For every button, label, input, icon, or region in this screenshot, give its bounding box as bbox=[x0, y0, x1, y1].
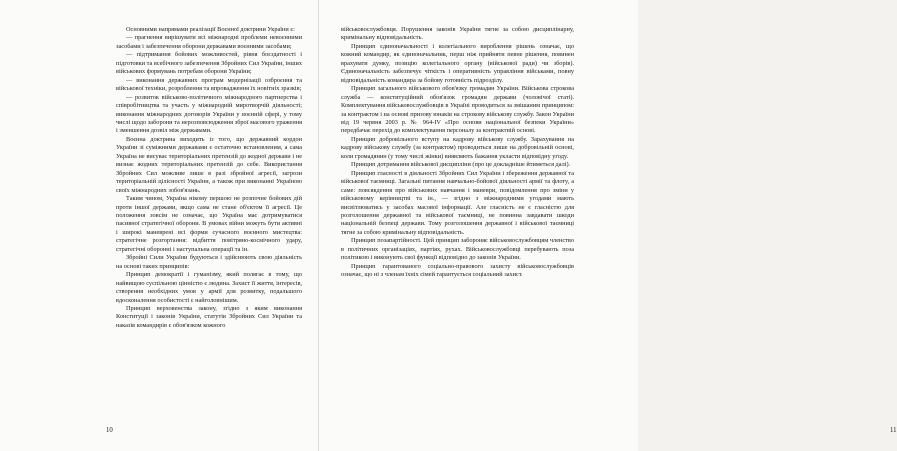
paragraph: — розвиток військово-політичного міжнародного партнерства і співробітництва та участь у міжнародній миротворчій діяльності; виконання міжнародних договорів України у воєнній сфері, у тому числі щодо заборони та нерозповсюдження зброї масового ураження і зменшення дозвіл між державами. bbox=[116, 93, 302, 135]
paragraph: — прагнення вирішувати всі міжнародні проблеми невоєнними засобами і забезпечення оборони державами воєнними засобами; bbox=[116, 34, 302, 50]
paragraph: Принцип гарантованого соціально-правового захисту військовослужбовців означає, що ні з членам їхніх сімей гарантується соціальний захист. bbox=[341, 262, 574, 279]
left-page-text bbox=[116, 26, 302, 330]
right-page-text bbox=[341, 26, 574, 280]
paragraph: Таким чином, Україна нікому першою не розпочне бойових дій проти іншої держави, якщо сама не стане об'єктом її агресії. Це положення зовсім не означає, що Україна має дотримуватися пасивної стратегічної оборони. В умовах війни можуть бути активні і широкі маневрені всі форми сучасного воєнного мистецтва: стратегічне розгортання: відбиття повітряно-космічного удару, стратегічні оборонні і наступальна операції та ін. bbox=[116, 195, 302, 253]
paragraph: Принцип єдиноначальності і колегіального вироблення рішень означає, що кожний командир, як єдиноначальник, перш ніж прийняти певне рішення, повинен врахувати думку, позицію колегіального органу (військової ради) чи зборів). Єдиноначальність забезпечує чіткість і оперативність управління військами, повну відповідальність командира за бойову готовність підрозділу. bbox=[341, 42, 574, 84]
paragraph: Принцип демократії і гуманізму, який полягає в тому, що найвищою суспільною цінністю є людина. Захист її життя, інтересів, створення необхідних умов у армії для розвитку, подальшого вдосконалення особистості є найголовнішим. bbox=[116, 271, 302, 304]
paragraph: Принцип дотримання військової дисципліни (про це докладніше йтиметься далі). bbox=[351, 161, 571, 169]
left-page bbox=[0, 0, 319, 451]
paragraph: Принцип загального військового обов'язку громадян України. Військова строкова служба — конституційний обов'язок громадян держави (чоловічої статі). Комплектування військовослужбовців в Україні проводиться за змішаним принципом: за контрактом і на основі призову юнаків на строкову військову службу. Закон України від 19 червня 2003 р. № 964-IV «Про основи національної безпеки України» передбачає перехід до комплектування персоналу за контрактній основі. bbox=[341, 85, 574, 135]
paragraph: Принцип верховенства закону, згідно з яким виконання Конституції і законів України, статутів Збройних Сил України та наказів командирів є обов'язком кожного bbox=[116, 304, 302, 329]
paragraph: військовослужбовця. Порушення законів України тягне за собою дисциплінарну, кримінальну відповідальність. bbox=[341, 26, 574, 42]
page-number: 10 bbox=[106, 427, 113, 434]
paragraph: Збройні Сили України будуються і здійснюють свою діяльність на основі таких принципів: bbox=[116, 254, 302, 270]
page-number: 11 bbox=[890, 427, 897, 434]
paragraph: Принцип гласності в діяльності Збройних Сил України і збереження державної та військової таємниці. Загальні питання навчально-бойової діяльності армії та флоту, а саме: повсякдення про військових навчання і маневри, повідомлення про зміни у військовому керівництві та ін., — згідно з міжнародними угодами мають висвітлюватись у засобах масової інформації. Але гласність не є гласністю для розголошення державної та військової таємниці, не повинна завдавати шкоди національній безпеці держави. Тому розголошення державної і військової таємниці тягне за собою кримінальну відповідальність. bbox=[341, 169, 574, 236]
paragraph: Принцип позапартійності. Цей принцип забороняє військовослужбовцям членство в політичних організаціях, партіях, рухах. Військовослужбовці перебувають поза політикою і виконують свої функції відповідно до законів України. bbox=[341, 237, 574, 262]
paragraph: — підтримання бойових можливостей, рівня боєздатності і підготовки та всебічного забезпечення Збройних Сил України, інших військових формувань потребам оборони України; bbox=[116, 51, 302, 76]
paragraph: Принцип добровільного вступу на кадрову військову службу. Зарахування на кадрову військову службу (за контрактом) проводиться лише на добровільній основі, коли громадянин (у тому числі жінки) виявляють бажання укласти відповідну угоду. bbox=[341, 135, 574, 160]
paragraph: Основними напрямами реалізації Воєнної доктрини України є: bbox=[126, 26, 295, 33]
paragraph: Воєнна доктрина виходить із того, що державний кордон України зі суміжними державами є остаточно встановленим, а сама Україна не висуває територіальних претензій до жодної держави і не визнає жодних територіальних претензій до себе. Використання Збройних Сил можливе лише в разі збройної агресії, загрози територіальній цілісності України, а також при виконанні Україною своїх міжнародних зобов'язань. bbox=[116, 135, 302, 194]
paragraph: — виконання державних програм модернізації озброєння та військової техніки, розроблення та впровадження їх новітніх зразків; bbox=[116, 76, 302, 93]
